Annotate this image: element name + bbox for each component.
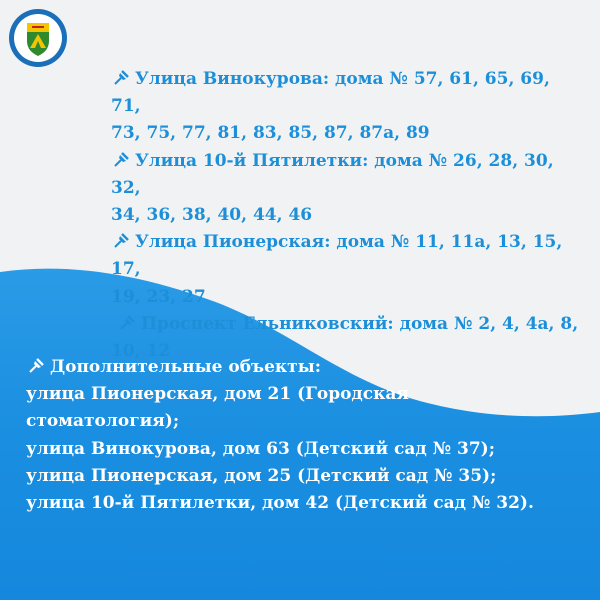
additional-line: улица Пионерская, дом 25 (Детский сад № 35); [26,465,497,486]
additional-line: стоматология); [26,411,180,432]
street-line-1: Улица Винокурова: дома № 57, 61, 65, 69, 71, [111,69,550,117]
additional-line: улица Винокурова, дом 63 (Детский сад № 37); [26,438,495,459]
street-line-1: Проспект Ельниковский: дома № 2, 4, 4а, 8, [141,313,579,334]
street-item [111,311,581,338]
street-line-cont: 19, 23, 27 [111,286,206,307]
additional-objects [26,354,586,517]
additional-title-text: Дополнительные объекты: [50,357,322,377]
pushpin-icon [26,357,46,374]
city-emblem [8,8,68,68]
additional-title [26,354,586,381]
additional-line: улица 10-й Пятилетки, дом 42 (Детский сад № 32). [26,493,534,514]
street-item [111,229,581,283]
street-list [111,66,581,365]
street-line-1: Улица Пионерская: дома № 11, 11а, 13, 15, 17, [111,232,563,280]
street-line-cont: 10, 12 [111,341,171,362]
street-line-cont: 73, 75, 77, 81, 83, 85, 87, 87а, 89 [111,123,430,144]
street-line-cont: 34, 36, 38, 40, 44, 46 [111,205,313,226]
street-item [111,66,581,120]
pushpin-icon [117,314,137,331]
pushpin-icon [111,69,131,86]
pushpin-icon [111,151,131,168]
street-item [111,148,581,202]
pushpin-icon [111,232,131,249]
street-line-1: Улица 10-й Пятилетки: дома № 26, 28, 30, 32, [111,150,554,198]
additional-line: улица Пионерская, дом 21 (Городская [26,384,409,405]
